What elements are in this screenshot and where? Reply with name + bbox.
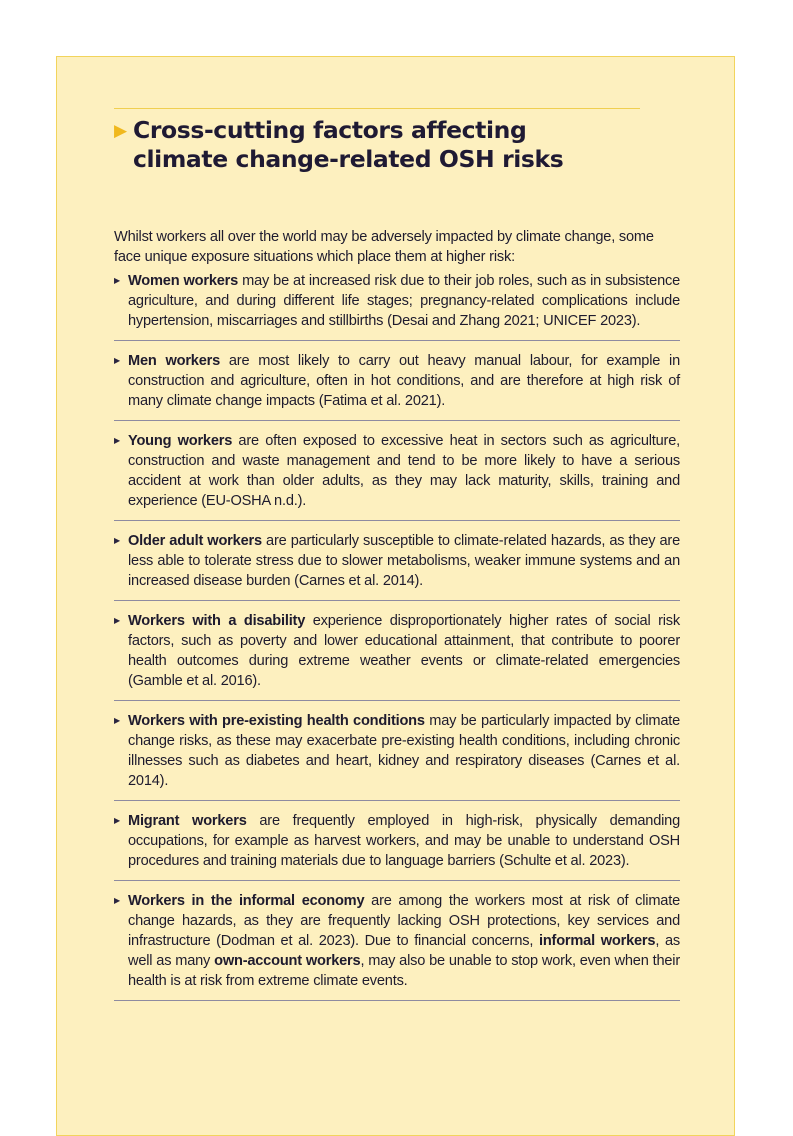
item-lead: Workers with pre-existing health conditions	[128, 713, 425, 729]
bullet-icon: ▶	[114, 896, 120, 905]
triangle-right-icon: ▶	[114, 121, 127, 141]
list-item-workers-with-disability	[114, 611, 680, 701]
bullet-icon: ▶	[114, 716, 120, 725]
item-lead-own-account-workers: own-account workers	[214, 953, 361, 969]
bullet-icon: ▶	[114, 616, 120, 625]
page-title	[114, 116, 563, 173]
intro-paragraph: Whilst workers all over the world may be adversely impacted by climate change, some face unique exposure situations which place them at higher risk:	[114, 229, 654, 265]
risk-group-list	[114, 271, 680, 1011]
bullet-icon: ▶	[114, 436, 120, 445]
item-lead: Migrant workers	[128, 813, 247, 829]
list-item-women-workers	[114, 271, 680, 341]
item-text: are often exposed to excessive heat in sectors such as agriculture, construction and waste management and tend to be more likely to have a serious accident at work than older adults, as they may lack maturity, skills, training and experience (EU-OSHA n.d.).	[128, 433, 680, 509]
item-text: , may also be unable to stop work, even when their health is at risk from extreme climate events.	[128, 953, 680, 989]
item-text: may be at increased risk due to their job roles, such as in subsistence agriculture, and during different life stages; pregnancy-related complications include hypertension, miscarriages and stillbirths (Desai and Zhang 2021; UNICEF 2023).	[128, 273, 680, 329]
list-item-informal-economy	[114, 891, 680, 1001]
list-item-older-adult-workers	[114, 531, 680, 601]
item-text: are frequently employed in high-risk, physically demanding occupations, for example as harvest workers, and may be unable to understand OSH procedures and training materials due to language barriers (Schulte et al. 2023).	[128, 813, 680, 869]
title-line-1: Cross-cutting factors affecting	[133, 116, 527, 144]
item-text: may be particularly impacted by climate change risks, as these may exacerbate pre-existing health conditions, including chronic illnesses such as diabetes and heart, kidney and respiratory diseases (Carnes et al. 2014).	[128, 713, 681, 789]
item-text: are particularly susceptible to climate-related hazards, as they are less able to tolerate stress due to slower metabolisms, weaker immune systems and an increased disease burden (Carnes et al. 2014).	[128, 533, 680, 589]
item-lead: Older adult workers	[128, 533, 262, 549]
item-lead-informal-workers: informal workers	[538, 933, 656, 949]
title-line-2: climate change-related OSH risks	[133, 145, 564, 173]
list-item-men-workers	[114, 351, 680, 421]
item-text: , as well as many	[128, 933, 680, 969]
item-lead: Men workers	[128, 353, 221, 369]
list-item-migrant-workers	[114, 811, 680, 881]
item-lead: Workers with a disability	[128, 613, 306, 629]
item-text: are among the workers most at risk of climate change hazards, as they are frequently lacking OSH protections, key services and infrastructure (Dodman et al. 2023). Due to financial concerns,	[128, 893, 680, 949]
item-lead: Workers in the informal economy	[128, 893, 365, 909]
bullet-icon: ▶	[114, 276, 120, 285]
item-text: experience disproportionately higher rates of social risk factors, such as poverty and lower educational attainment, that contribute to poorer health outcomes during extreme weather events or climate-related emergencies (Gamble et al. 2016).	[128, 613, 680, 689]
bullet-icon: ▶	[114, 536, 120, 545]
info-panel	[56, 56, 735, 1136]
bullet-icon: ▶	[114, 356, 120, 365]
bullet-icon: ▶	[114, 816, 120, 825]
item-lead: Women workers	[128, 273, 239, 289]
list-item-pre-existing-conditions	[114, 711, 680, 801]
item-lead: Young workers	[128, 433, 233, 449]
list-item-young-workers	[114, 431, 680, 521]
title-rule	[114, 108, 640, 109]
item-text: are most likely to carry out heavy manual labour, for example in construction and agriculture, often in hot conditions, and are therefore at high risk of many climate change impacts (Fatima et al. 2021).	[128, 353, 680, 409]
